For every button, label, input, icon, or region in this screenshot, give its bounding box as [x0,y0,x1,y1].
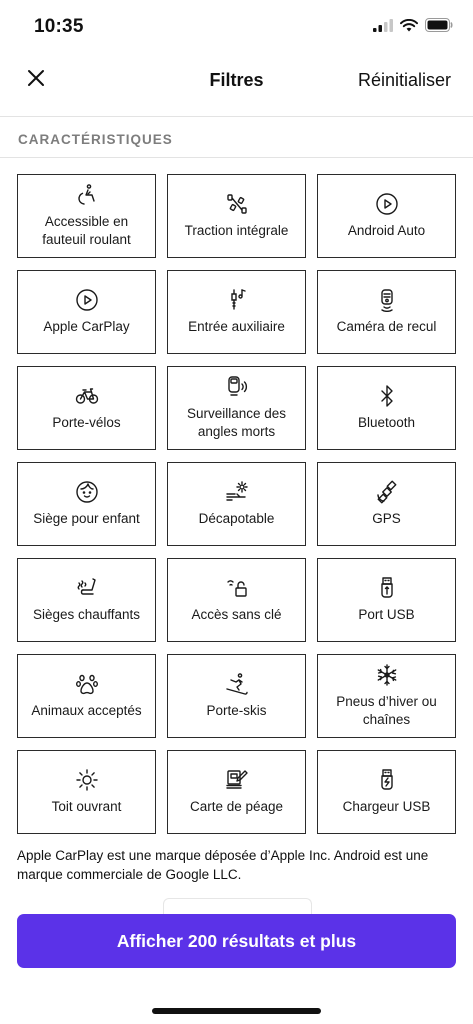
play-circle-icon [75,288,99,312]
feature-label: Sièges chauffants [32,607,141,622]
feature-label: Android Auto [347,223,426,238]
feature-tile-sunroof[interactable] [17,750,156,834]
feature-tile-keyless-entry[interactable] [167,558,306,642]
feature-label: Carte de péage [189,799,284,814]
bicycle-icon [75,384,99,408]
satellite-icon [375,480,399,504]
page-title: Filtres [209,70,264,90]
close-button[interactable] [22,66,50,94]
heated-seat-icon [75,576,99,600]
paw-icon [75,672,99,696]
feature-tile-winter-tires[interactable] [317,654,456,738]
feature-tile-blind-spot[interactable] [167,366,306,450]
status-time: 10:35 [34,16,84,37]
feature-tile-android-auto[interactable] [317,174,456,258]
sun-icon [75,768,99,792]
wifi-icon [400,19,418,37]
drivetrain-icon [225,192,249,216]
usb-charger-icon [375,768,399,792]
wheelchair-icon [75,183,99,207]
feature-tile-bluetooth[interactable] [317,366,456,450]
feature-tile-child-seat[interactable] [17,462,156,546]
keyless-lock-icon [225,576,249,600]
feature-label: Port USB [358,607,415,622]
feature-label: Animaux acceptés [31,703,142,718]
feature-label: Entrée auxiliaire [188,319,285,334]
home-indicator [152,1008,321,1014]
feature-label: Siège pour enfant [33,511,140,526]
feature-label: Traction intégrale [184,223,289,238]
feature-tile-usb-charger[interactable] [317,750,456,834]
backup-camera-icon [375,288,399,312]
section-divider [0,157,473,158]
feature-label: GPS [372,511,401,526]
feature-tile-pets[interactable] [17,654,156,738]
feature-label: Porte-vélos [52,415,121,430]
status-icons [373,18,453,37]
feature-label: Décapotable [198,511,275,526]
aux-jack-icon [225,288,249,312]
close-icon [27,69,45,92]
feature-tile-toll-card[interactable] [167,750,306,834]
feature-tile-usb-port[interactable] [317,558,456,642]
feature-tile-apple-carplay[interactable] [17,270,156,354]
toll-card-icon [225,768,249,792]
feature-label: Toit ouvrant [51,799,122,814]
feature-tile-heated-seats[interactable] [17,558,156,642]
cellular-signal-icon [373,19,393,37]
header-divider [0,116,473,117]
convertible-icon [225,480,249,504]
status-bar [0,0,473,56]
section-label: CARACTÉRISTIQUES [18,132,173,147]
feature-tile-gps[interactable] [317,462,456,546]
feature-label: Bluetooth [357,415,416,430]
feature-tile-backup-camera[interactable] [317,270,456,354]
feature-label: Chargeur USB [342,799,431,814]
usb-icon [375,576,399,600]
bluetooth-icon [375,384,399,408]
feature-label: Surveillance des angles morts [186,406,287,439]
trademark-footnote: Apple CarPlay est une marque déposée d’Apple Inc. Android est une marque commerciale de Google LLC. [17,848,429,882]
header [0,56,473,108]
feature-tile-ski-rack[interactable] [167,654,306,738]
feature-label: Accessible en fauteuil roulant [42,214,131,247]
play-circle-icon [375,192,399,216]
battery-icon [425,18,453,37]
feature-label: Pneus d’hiver ou chaînes [336,694,437,727]
skier-icon [225,672,249,696]
feature-tile-wheelchair[interactable] [17,174,156,258]
feature-tile-awd[interactable] [167,174,306,258]
snowflake-icon [375,663,399,687]
show-results-button[interactable]: Afficher 200 résultats et plus [17,914,456,968]
feature-label: Apple CarPlay [43,319,130,334]
feature-tile-convertible[interactable] [167,462,306,546]
feature-label: Caméra de recul [336,319,437,334]
blind-spot-icon [225,375,249,399]
feature-label: Accès sans clé [191,607,282,622]
child-face-icon [75,480,99,504]
feature-label: Porte-skis [206,703,267,718]
feature-tile-aux-input[interactable] [167,270,306,354]
reset-button[interactable]: Réinitialiser [357,70,451,90]
feature-grid [17,174,457,834]
feature-tile-bike-rack[interactable] [17,366,156,450]
